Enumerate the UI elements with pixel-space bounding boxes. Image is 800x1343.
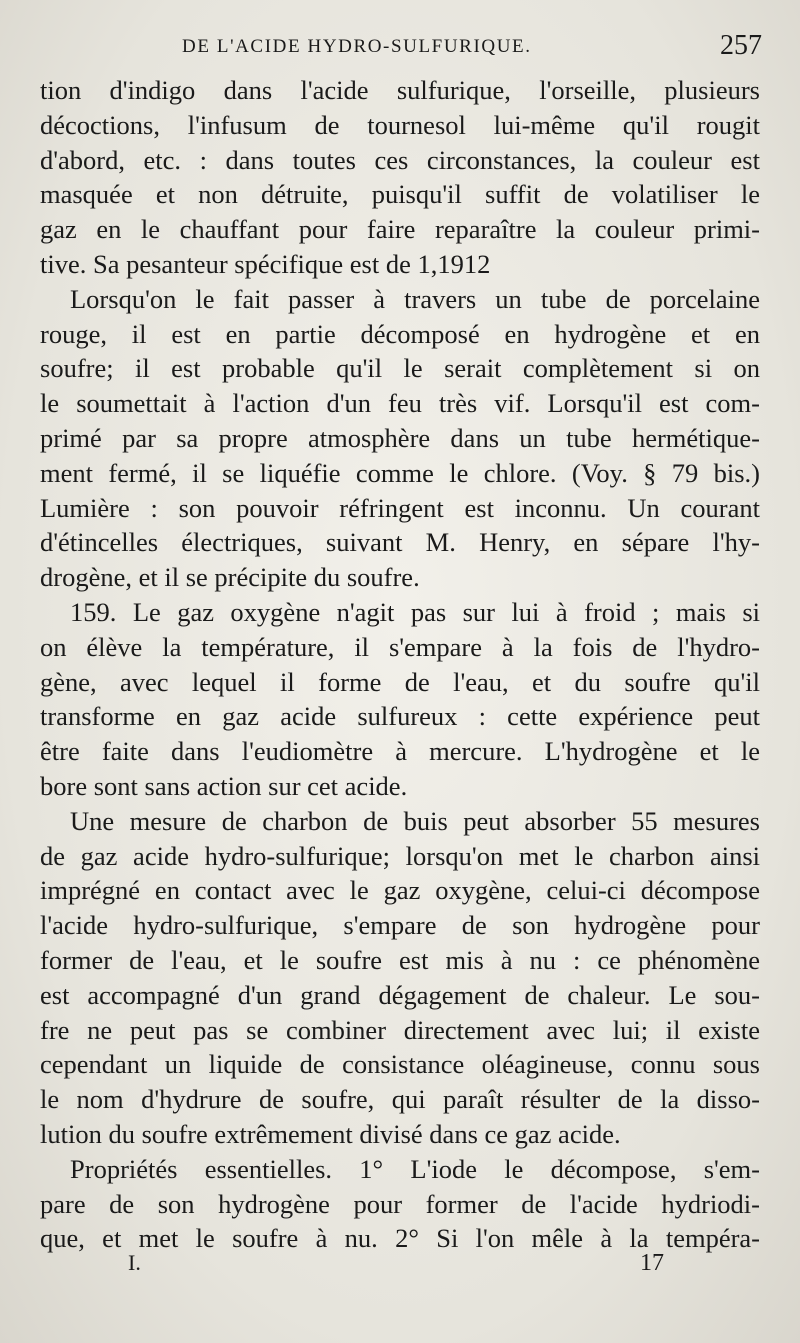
- text-line: bore sont sans action sur cet acide.: [40, 770, 408, 801]
- text-line: gène, avec lequel il forme de l'eau, et du soufre qu'il: [40, 666, 760, 697]
- text-line: Lorsqu'on le fait passer à travers un tube de porcelaine: [70, 283, 760, 314]
- page-header: [0, 30, 800, 66]
- page-footer: [0, 1250, 800, 1290]
- text-line: ment fermé, il se liquéfie comme le chlore. (Voy. § 79 bis.): [40, 457, 760, 488]
- text-line: d'abord, etc. : dans toutes ces circonstances, la couleur est: [40, 144, 760, 175]
- text-line: de gaz acide hydro-sulfurique; lorsqu'on met le charbon ainsi: [40, 840, 760, 871]
- text-line: lution du soufre extrêmement divisé dans ce gaz acide.: [40, 1118, 621, 1149]
- text-line: fre ne peut pas se combiner directement avec lui; il existe: [40, 1014, 760, 1045]
- text-line: masquée et non détruite, puisqu'il suffit de volatiliser le: [40, 179, 760, 210]
- text-line: tion d'indigo dans l'acide sulfurique, l'orseille, plusieurs: [40, 75, 760, 105]
- text-line: 159. Le gaz oxygène n'agit pas sur lui à froid ; mais si: [70, 596, 760, 627]
- text-line: on élève la température, il s'empare à la fois de l'hydro-: [40, 631, 760, 662]
- text-line: pare de son hydrogène pour former de l'acide hydriodi-: [40, 1188, 760, 1219]
- sheet-number: 17: [640, 1250, 664, 1276]
- signature-mark: I.: [128, 1250, 141, 1275]
- text-line: soufre; il est probable qu'il le serait complètement si on: [40, 353, 760, 384]
- text-line: tive. Sa pesanteur spécifique est de 1,1912: [40, 248, 491, 279]
- text-line: que, et met le soufre à nu. 2° Si l'on mêle à la tempéra-: [40, 1223, 760, 1254]
- page-number: 257: [720, 30, 762, 61]
- text-line: rouge, il est en partie décomposé en hydrogène et en: [40, 318, 760, 349]
- text-line: l'acide hydro-sulfurique, s'empare de son hydrogène pour: [40, 910, 760, 941]
- text-line: drogène, et il se précipite du soufre.: [40, 562, 420, 593]
- body-text: [40, 73, 760, 1256]
- text-line: imprégné en contact avec le gaz oxygène, celui-ci décompose: [40, 875, 760, 906]
- text-line: Lumière : son pouvoir réfringent est inconnu. Un courant: [40, 492, 760, 523]
- text-line: le nom d'hydrure de soufre, qui paraît résulter de la disso-: [40, 1084, 760, 1115]
- text-line: Propriétés essentielles. 1° L'iode le décompose, s'em-: [70, 1153, 760, 1184]
- text-line: être faite dans l'eudiomètre à mercure. L'hydrogène et le: [40, 736, 760, 767]
- text-line: Une mesure de charbon de buis peut absorber 55 mesures: [70, 805, 760, 836]
- text-line: est accompagné d'un grand dégagement de chaleur. Le sou-: [40, 979, 760, 1010]
- running-title: DE L'ACIDE HYDRO-SULFURIQUE.: [182, 36, 532, 57]
- text-line: le soumettait à l'action d'un feu très vif. Lorsqu'il est com-: [40, 388, 760, 419]
- text-line: d'étincelles électriques, suivant M. Henry, en sépare l'hy-: [40, 527, 760, 558]
- text-line: transforme en gaz acide sulfureux : cette expérience peut: [40, 701, 760, 732]
- text-line: décoctions, l'infusum de tournesol lui-même qu'il rougit: [40, 109, 760, 140]
- text-line: cependant un liquide de consistance oléagineuse, connu sous: [40, 1049, 760, 1080]
- text-line: primé par sa propre atmosphère dans un tube hermétique-: [40, 422, 760, 453]
- text-line: former de l'eau, et le soufre est mis à nu : ce phénomène: [40, 944, 760, 975]
- text-line: gaz en le chauffant pour faire reparaître la couleur primi-: [40, 214, 760, 245]
